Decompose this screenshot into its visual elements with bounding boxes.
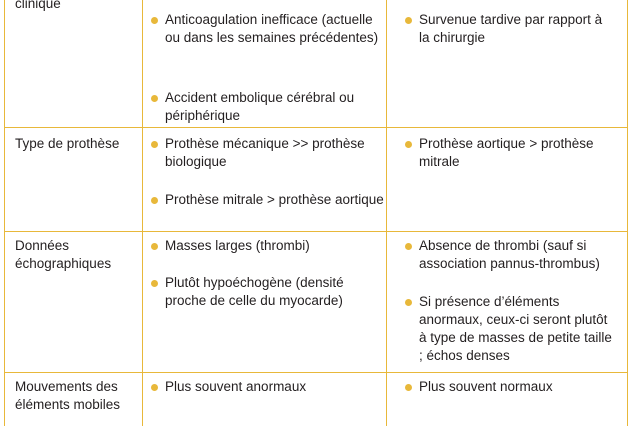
- bullet-dot-icon: [405, 141, 412, 148]
- comparison-table: [4, 0, 628, 426]
- bullet-dot-icon: [405, 243, 412, 250]
- list-item: Plutôt hypoéchogène (densité proche de celle du myocarde): [150, 274, 386, 310]
- list-item: Survenue tardive par rapport à la chirurgie: [404, 11, 616, 47]
- list-item: Anticoagulation inefficace (actuelle ou dans les semaines précédentes): [150, 11, 386, 47]
- bullet-dot-icon: [405, 384, 412, 391]
- column-divider: [142, 0, 143, 426]
- list-item: Accident embolique cérébral ou périphérique: [150, 89, 386, 125]
- list-item: Si présence d’éléments anormaux, ceux-ci seront plutôt à type de masses de petite taille ; échos denses: [404, 293, 616, 365]
- bullet-dot-icon: [151, 280, 158, 287]
- bullet-dot-icon: [151, 17, 158, 24]
- bullet-dot-icon: [151, 243, 158, 250]
- row-label-mouvements: Mouvements des éléments mobiles: [15, 379, 121, 412]
- column-divider: [386, 0, 387, 426]
- list-item: Masses larges (thrombi): [150, 237, 386, 255]
- row-label-type-prothese: Type de prothèse: [15, 136, 120, 151]
- bullet-dot-icon: [151, 95, 158, 102]
- row-divider: [5, 231, 627, 232]
- row-divider: [5, 372, 627, 373]
- list-item: Prothèse mitrale > prothèse aortique: [150, 191, 386, 209]
- row-divider: [5, 127, 627, 128]
- bullet-dot-icon: [151, 197, 158, 204]
- row-label-clinique: clinique: [15, 0, 61, 11]
- list-item: Prothèse mécanique >> prothèse biologique: [150, 135, 386, 171]
- list-item: Absence de thrombi (sauf si association pannus-thrombus): [404, 237, 616, 273]
- list-item: Plus souvent normaux: [404, 378, 616, 396]
- list-item: Prothèse aortique > prothèse mitrale: [404, 135, 616, 171]
- bullet-dot-icon: [151, 384, 158, 391]
- list-item: Plus souvent anormaux: [150, 378, 386, 396]
- bullet-dot-icon: [151, 141, 158, 148]
- bullet-dot-icon: [405, 17, 412, 24]
- bullet-dot-icon: [405, 299, 412, 306]
- row-label-donnees-echographiques: Données échographiques: [15, 238, 112, 271]
